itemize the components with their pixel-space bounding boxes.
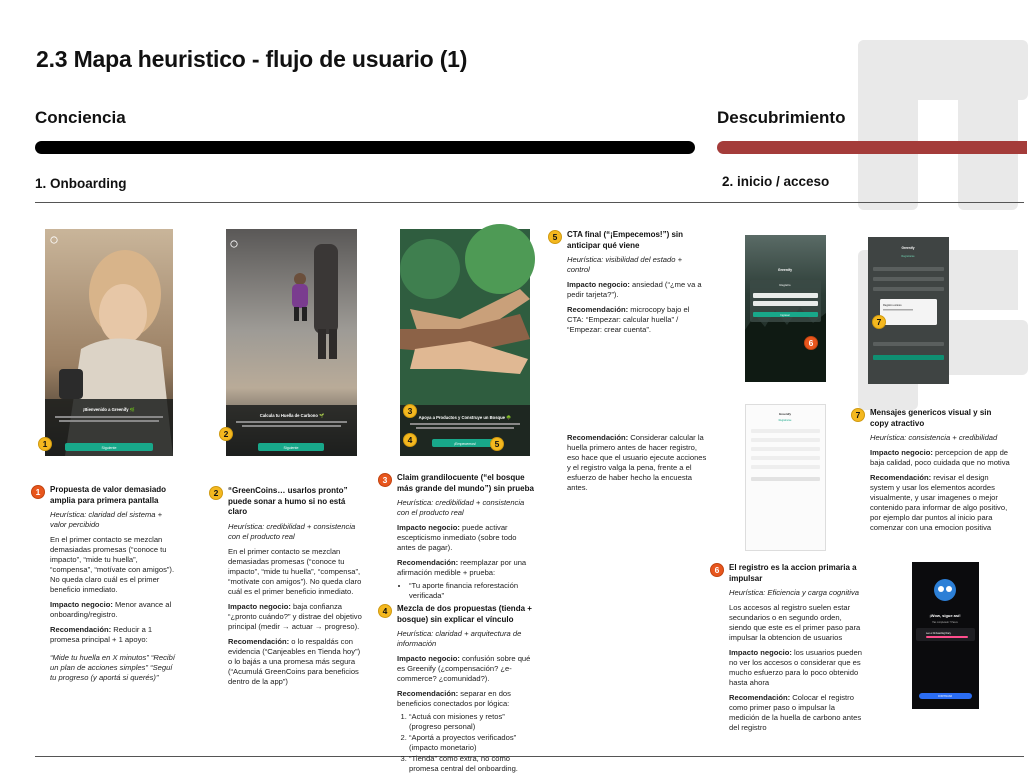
note-7-impact: percepcion de app de baja calidad, poco cuidada que no motiva: [870, 448, 1010, 468]
note-1-rec: Reducir a 1 promesa principal + 1 apoyo:: [50, 625, 153, 645]
top-divider: [35, 202, 1024, 203]
note-5-rec-label: Recomendación:: [567, 305, 629, 315]
note-5b: [567, 433, 707, 498]
note-3-badge: 3: [378, 473, 392, 487]
section-access-title: 2. inicio / acceso: [722, 174, 830, 189]
note-6-badge: 6: [710, 563, 724, 577]
note-1: [50, 485, 175, 688]
login-submit-label: Ingresar: [780, 314, 790, 317]
note-1-title: Propuesta de valor demasiado amplia para primera pantalla: [50, 485, 167, 505]
badge-6-screen: 6: [804, 336, 818, 350]
note-2-impact-label: Impacto negocio:: [228, 601, 291, 611]
note-6-impact: los usuarios pueden no ver los accesos o considerar que es mucho esfuerzo para lo poco obtenido hasta ahora: [729, 648, 862, 688]
note-2: [228, 486, 363, 692]
onboarding-screen-2: [226, 229, 357, 456]
screen2-title: Calcula tu Huella de Carbono 🌱: [259, 413, 325, 418]
login-form-title: Registro: [779, 283, 791, 287]
screen2-next-label: Siguiente: [283, 446, 299, 450]
note-4: [397, 604, 537, 778]
note-1-badge: 1: [31, 485, 45, 499]
section-onboarding-title: 1. Onboarding: [35, 176, 127, 191]
note-4-title: Mezcla de dos propuestas (tienda + bosque) sin explicar el vínculo: [397, 604, 532, 624]
note-7-rec-label: Recomendación:: [870, 473, 932, 483]
note-2-impact: baja confianza “¿pronto cuándo?” y distrae del objetivo principal (medir → actuar → progreso).: [228, 601, 362, 631]
note-1-impact: Menor avance al onboarding/registro.: [50, 600, 172, 620]
login-password-input[interactable]: [753, 301, 818, 306]
note-5-impact: ansiedad (“¿me va a pedir tarjeta?”).: [567, 280, 702, 300]
success-screen: [912, 562, 979, 709]
note-5b-rec-label: Recomendación:: [567, 433, 629, 442]
note-7-title: Mensajes genericos visual y sin copy atractivo: [870, 408, 992, 428]
note-5: [567, 230, 702, 340]
badge-4: 4: [403, 433, 417, 447]
note-3-impact: puede activar escepticismo inmediato (sobre todo antes de pagar).: [397, 523, 517, 553]
note-7-heuristic: Heurística: consistencia + credibilidad: [870, 433, 998, 443]
note-6-title: El registro es la accion primaria a impulsar: [729, 563, 857, 583]
badge-7-screen: 7: [872, 315, 886, 329]
note-2-heuristic: Heurística: credibilidad + consistencia con el producto real: [228, 521, 356, 541]
onboarding-screen-3: [400, 229, 530, 456]
note-3-impact-label: Impacto negocio:: [397, 523, 460, 533]
success-badge-title: Leo el Onboarding Diary: [926, 633, 951, 635]
note-5b-rec: Considerar calcular la huella primero antes de hacer registro, eso hace que el usuario ejecute acciones y el registro valga la pena, frente a el esfuerzo de haber hecho la encuesta antes.: [567, 433, 707, 493]
note-1-heuristic: Heurística: claridad del sistema + valor percibido: [50, 510, 163, 530]
note-1-impact-label: Impacto negocio:: [50, 600, 113, 610]
note-3: [397, 473, 537, 605]
note-6-heuristic: Heurística: Eficiencia y carga cognitiva: [729, 588, 859, 598]
note-6-rec: Colocar el registro como primer paso o impulsar la medición de la huella de carbono antes del registro: [729, 693, 862, 733]
note-4-list-item: 1. “Actuá con misiones y retos” (progreso personal): [409, 712, 537, 732]
note-2-rec: o lo respaldás con evidencia (“Canjeables en Tienda hoy”) o lo bajás a una promesa más segura (“Acumulá GreenCoins para beneficios dentro de la app”): [228, 636, 361, 686]
register-popup-screen: [868, 237, 949, 384]
note-4-rec-label: Recomendación:: [397, 689, 459, 699]
success-headline: ¡Wow, sigue así!: [929, 613, 961, 618]
note-6-body: Los accesos al registro suelen estar secundarios o en segundo orden, siendo que este es el primer paso para impulsar la obtencion de usuarios: [729, 603, 861, 643]
note-3-rec: reemplazar por una afirmación medible + prueba:: [397, 558, 527, 578]
login-screen: [745, 235, 826, 382]
phase-discovery-bar: [717, 141, 1027, 154]
screen1-next-label: Siguiente: [101, 446, 117, 450]
badge-1: 1: [38, 437, 52, 451]
note-3-heuristic: Heurística: credibilidad + consistencia con el producto real: [397, 498, 525, 518]
phase-discovery-title: Descubrimiento: [717, 108, 846, 127]
register-light-screen: [745, 404, 826, 551]
note-5-badge: 5: [548, 230, 562, 244]
note-4-list-item: 3. “Tienda” como extra, no como promesa central del onboarding.: [409, 754, 537, 774]
note-2-title: “GreenCoins… usarlos pronto” puede sonar a humo si no está claro: [228, 486, 348, 517]
register-success-popup: [880, 299, 937, 325]
note-4-impact: confusión sobre qué es Greenify (¿compensación? ¿e-commerce? ¿comunidad?).: [397, 654, 531, 684]
screen3-start-label: ¡Empecemos!: [453, 442, 477, 446]
note-2-badge: 2: [209, 486, 223, 500]
note-1-rec-label: Recomendación:: [50, 625, 112, 635]
success-continue-label: CONTINUAR: [937, 695, 953, 698]
note-7-rec: revisar el design system y usar los elementos acordes visualmente, y usar imagenes o mejor contenido para informar de algo positivo, por ejemplo dar puntos al inicio para comenzar con una emocion positiva: [870, 473, 1008, 533]
note-6: [729, 563, 864, 738]
note-7-badge: 7: [851, 408, 865, 422]
register-light-title: Registrarse: [778, 419, 792, 422]
note-5-impact-label: Impacto negocio:: [567, 280, 630, 290]
badge-3: 3: [403, 404, 417, 418]
phase-awareness-bar: [35, 141, 695, 154]
note-4-impact-label: Impacto negocio:: [397, 654, 460, 664]
note-1-body: En el primer contacto se mezclan demasiadas promesas (“conoce tu impacto”, “mide tu huella”, “compensa”, “motívate con amigos”). No queda claro cuál es el primer beneficio inmediato.: [50, 535, 175, 595]
phase-awareness-title: Conciencia: [35, 108, 126, 127]
note-7: [870, 408, 1010, 538]
register-light-submit-button[interactable]: [751, 477, 820, 481]
note-1-quote: “Mide tu huella en X minutos” “Recibí un plan de acciones simples” “Seguí tu progreso (y aportá si querés)”: [50, 653, 175, 683]
note-5-title: CTA final (“¡Empecemos!”) sin anticipar qué viene: [567, 230, 684, 250]
note-4-badge: 4: [378, 604, 392, 618]
screen1-title: ¡Bienvenido a Greenify 🌿: [83, 407, 135, 412]
note-3-title: Claim grandilocuente (“el bosque más grande del mundo”) sin prueba: [397, 473, 534, 493]
note-7-impact-label: Impacto negocio:: [870, 448, 933, 458]
badge-5: 5: [490, 437, 504, 451]
login-brand: Greenify: [777, 268, 793, 272]
note-4-rec: separar en dos beneficios conectados por lógica:: [397, 689, 511, 709]
note-4-list-item: 2. “Aportá a proyectos verificados” (impacto monetario): [409, 733, 537, 753]
register-form-title: Registrarse: [901, 255, 915, 258]
note-3-rec-label: Recomendación:: [397, 558, 459, 568]
page-title: 2.3 Mapa heuristico - flujo de usuario (1): [36, 46, 468, 72]
note-4-heuristic: Heurística: claridad + arquitectura de información: [397, 629, 522, 649]
note-2-body: En el primer contacto se mezclan demasiadas promesas (“conoce tu impacto”, “mide tu huella”, “compensa”, “motívate con amigos”). No queda claro cuál es el primer beneficio inmediato.: [228, 546, 362, 596]
register-popup-text: Registro exitoso: [883, 304, 902, 307]
login-email-input[interactable]: [753, 293, 818, 298]
note-6-impact-label: Impacto negocio:: [729, 648, 792, 658]
screen3-title: Apoya a Productos y Construye un Bosque 🌳: [418, 415, 512, 420]
register-submit-button[interactable]: [873, 355, 944, 360]
success-subtitle: Has completado 7 Pasos: [932, 622, 958, 624]
register-brand: Greenify: [901, 246, 915, 250]
note-3-bullet: • “Tu aporte financia reforestación verificada”: [409, 581, 537, 601]
note-2-rec-label: Recomendación:: [228, 636, 290, 646]
badge-2: 2: [219, 427, 233, 441]
register-light-brand: Greenify: [778, 412, 792, 416]
note-5-rec: microcopy bajo el CTA: “Empezar: calcular huella” / “Empezar: crear cuenta”.: [567, 305, 690, 335]
note-6-rec-label: Recomendación:: [729, 693, 791, 703]
note-5-heuristic: Heurística: visibilidad del estado + control: [567, 255, 683, 275]
onboarding-screen-1: [45, 229, 173, 456]
